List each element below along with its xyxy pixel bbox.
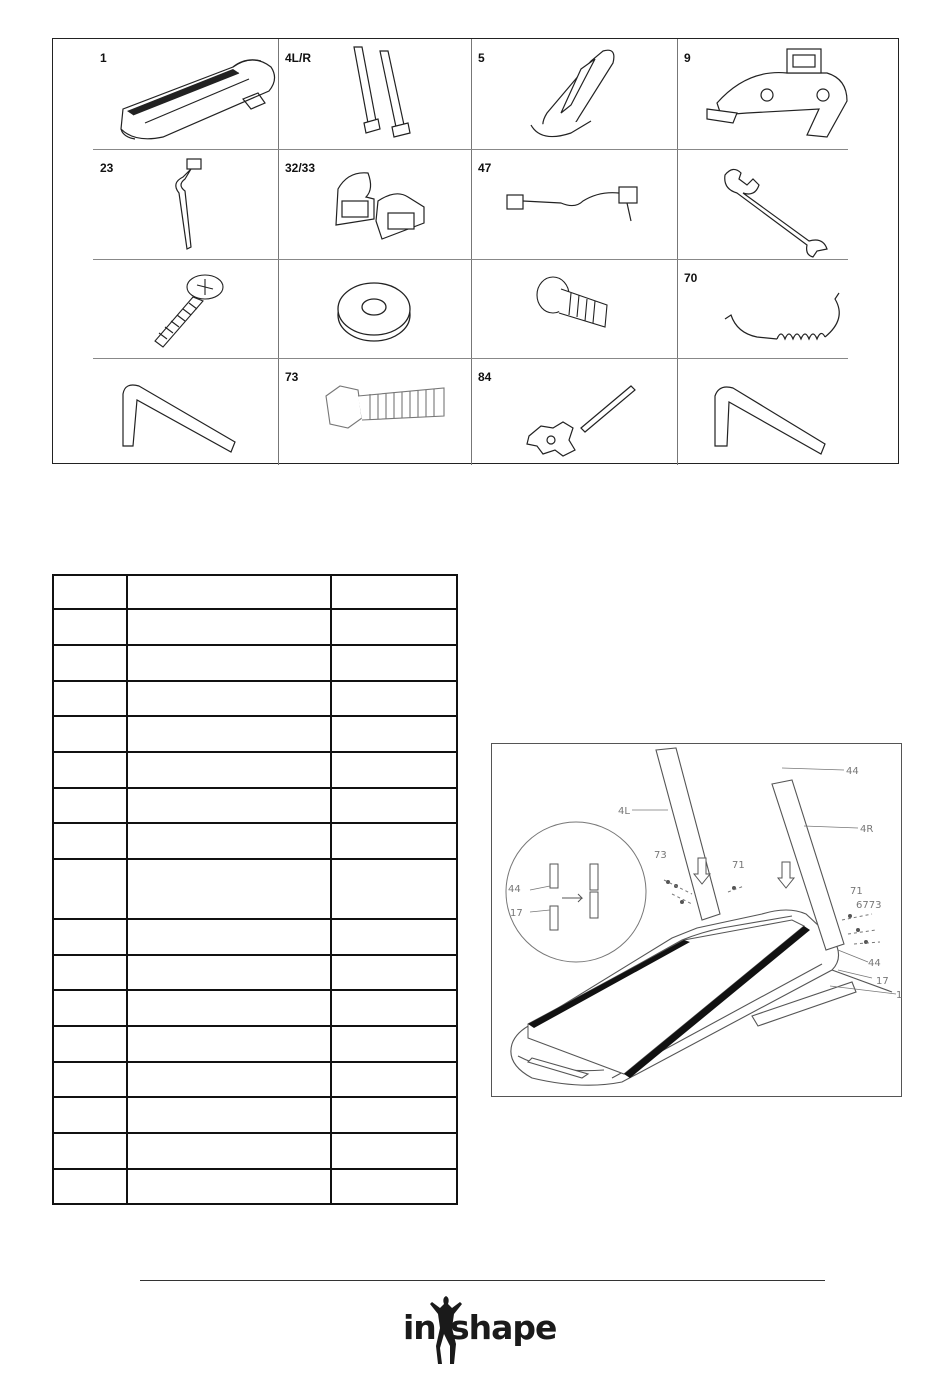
treadmill-base-icon [93, 39, 278, 149]
part-number: 23 [100, 161, 114, 175]
table-row-divider [52, 715, 458, 717]
part-number: 1 [100, 51, 107, 65]
brand-logo [400, 1294, 557, 1366]
callout-label: 6773 [856, 900, 882, 911]
table-row-divider [52, 608, 458, 610]
part-cell-73 [278, 358, 471, 465]
part-cell-70 [677, 259, 900, 358]
part-cell-9 [677, 39, 900, 149]
upright-posts-icon [278, 39, 471, 149]
table-row-divider [52, 644, 458, 646]
console-icon [677, 39, 900, 149]
part-cell-allen-1 [93, 358, 278, 465]
part-number: 9 [684, 51, 691, 65]
callout-label: 71 [850, 886, 863, 897]
callout-label: 44 [868, 958, 881, 969]
logo-text-left: in [403, 1308, 436, 1347]
part-cell-5 [471, 39, 677, 149]
cable-icon [471, 149, 677, 259]
callout-label: 17 [510, 908, 523, 919]
button-bolt-icon [471, 259, 677, 358]
screw-icon [93, 259, 278, 358]
part-cell-1 [93, 39, 278, 149]
callout-label: 17 [876, 976, 889, 987]
table-row-divider [52, 1096, 458, 1098]
table-column-divider [126, 574, 128, 1205]
assembly-diagram [491, 743, 902, 1097]
callout-label: 4L [618, 806, 630, 817]
part-cell-47 [471, 149, 677, 259]
table-row-divider [52, 1168, 458, 1170]
wrench-icon [677, 149, 900, 259]
allen-key-icon [677, 358, 900, 465]
part-cell-screw [93, 259, 278, 358]
part-number: 32/33 [285, 161, 316, 175]
part-cell-84 [471, 358, 677, 465]
part-number: 4L/R [285, 51, 312, 65]
part-number: 73 [285, 370, 299, 384]
table-row-divider [52, 680, 458, 682]
part-cell-32-33 [278, 149, 471, 259]
part-cell-washer [278, 259, 471, 358]
callout-label: 71 [732, 860, 745, 871]
treadmill-assembly-drawing [492, 744, 903, 1098]
hex-bolt-icon [278, 358, 471, 465]
callout-label: 44 [846, 766, 859, 777]
part-number: 5 [478, 51, 485, 65]
table-row-divider [52, 1132, 458, 1134]
table-row-divider [52, 787, 458, 789]
table-row-divider [52, 918, 458, 920]
table-row-divider [52, 858, 458, 860]
part-cell-bolt [471, 259, 677, 358]
table-row-divider [52, 1025, 458, 1027]
washer-icon [278, 259, 471, 358]
part-cell-23 [93, 149, 278, 259]
callout-label: 1 [896, 990, 903, 1001]
table-frame [52, 574, 458, 1205]
part-number: 84 [478, 370, 492, 384]
part-cell-wrench [677, 149, 900, 259]
allen-key-icon [93, 358, 278, 465]
part-cell-4lr [278, 39, 471, 149]
part-cell-allen-2 [677, 358, 900, 465]
table-row-divider [52, 954, 458, 956]
logo-text-right: shape [450, 1308, 557, 1347]
handle-bar-icon [471, 39, 677, 149]
table-row-divider [52, 751, 458, 753]
table-row-divider [52, 1061, 458, 1063]
parts-list-table [52, 574, 458, 1205]
cross-wrench-icon [471, 358, 677, 465]
footer-divider [140, 1280, 825, 1281]
part-number: 70 [684, 271, 698, 285]
table-row-divider [52, 822, 458, 824]
table-row-divider [52, 989, 458, 991]
coil-cord-icon [677, 259, 900, 358]
callout-label: 44 [508, 884, 521, 895]
table-column-divider [330, 574, 332, 1205]
callout-label: 73 [654, 850, 667, 861]
parts-grid [52, 38, 899, 464]
callout-label: 4R [860, 824, 874, 835]
part-number: 47 [478, 161, 492, 175]
base-covers-icon [278, 149, 471, 259]
safety-key-icon [93, 149, 278, 259]
